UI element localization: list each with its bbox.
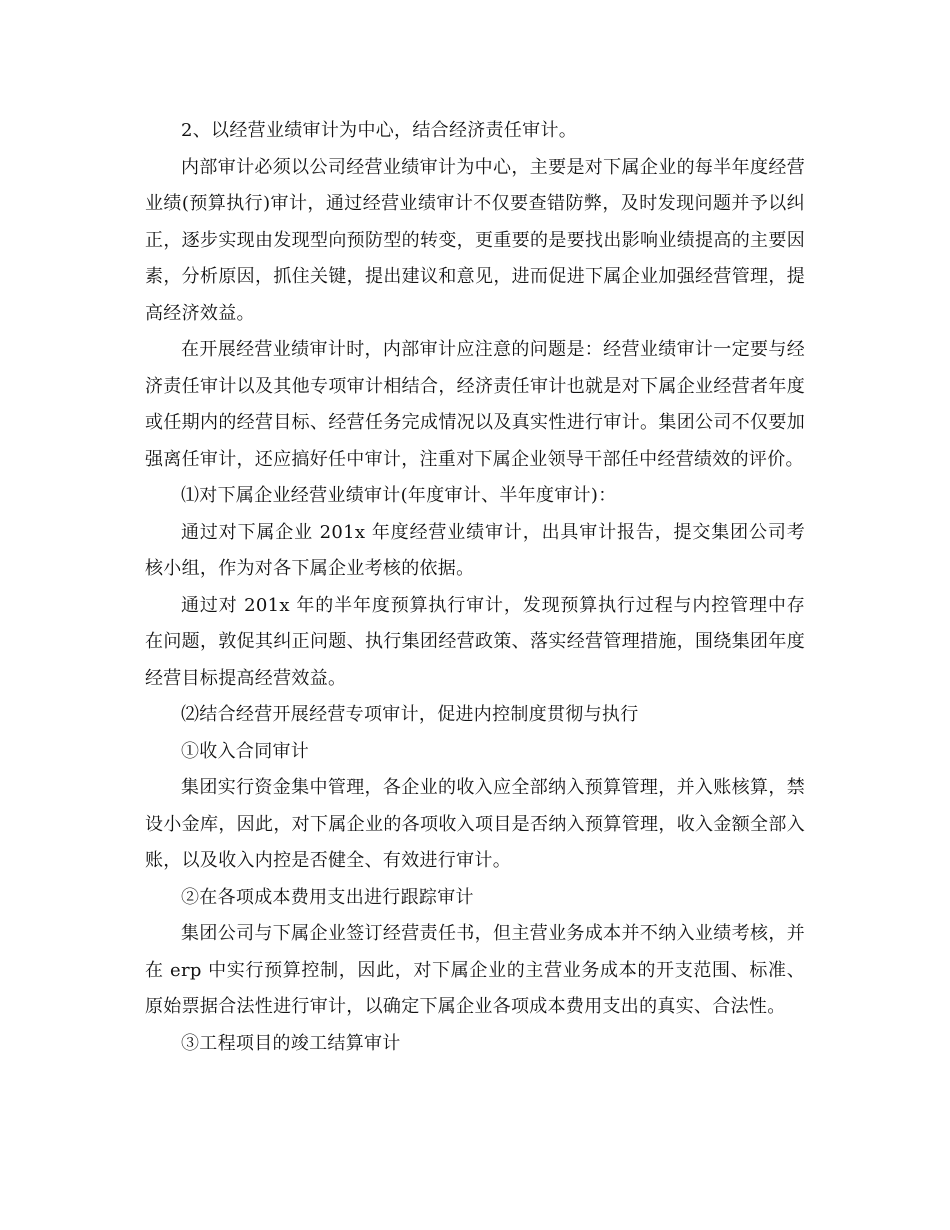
body-paragraph: 集团实行资金集中管理，各企业的收入应全部纳入预算管理，并入账核算，禁设小金库，因此，对下属企业的各项收入项目是否纳入预算管理，收入金额全部入账，以及收入内控是否健全、有效进行审计。 <box>145 777 805 871</box>
subsection-heading: ⑴对下属企业经营业绩审计(年度审计、半年度审计)： <box>181 485 617 506</box>
section-heading: 2、以经营业绩审计为中心，结合经济责任审计。 <box>181 120 578 141</box>
body-paragraph: 在开展经营业绩审计时，内部审计应注意的问题是：经营业绩审计一定要与经济责任审计以及其他专项审计相结合，经济责任审计也就是对下属企业经营者年度或任期内的经营目标、经营任务完成情况以及真实性进行审计。集团公司不仅要加强离任审计，还应搞好任中审计，注重对下属企业领导干部任中经营绩效的评价。 <box>145 339 805 470</box>
item-heading: ①收入合同审计 <box>181 740 310 762</box>
subsection-heading: ⑵结合经营开展经营专项审计，促进内控制度贯彻与执行 <box>181 704 639 725</box>
body-paragraph: 通过对 201x 年的半年度预算执行审计，发现预算执行过程与内控管理中存在问题，敦促其纠正问题、执行集团经营政策、落实经营管理措施，围绕集团年度经营目标提高经营效益。 <box>145 594 805 689</box>
body-paragraph: 集团公司与下属企业签订经营责任书，但主营业务成本并不纳入业绩考核，并在 erp 中实行预算控制，因此，对下属企业的主营业务成本的开支范围、标准、原始票据合法性进行审计，以确定下属企业各项成本费用支出的真实、合法性。 <box>145 923 805 1017</box>
item-heading: ②在各项成本费用支出进行跟踪审计 <box>181 886 474 908</box>
item-heading: ③工程项目的竣工结算审计 <box>181 1032 401 1054</box>
body-paragraph: 内部审计必须以公司经营业绩审计为中心，主要是对下属企业的每半年度经营业绩(预算执行)审计，通过经营业绩审计不仅要查错防弊，及时发现问题并予以纠正，逐步实现由发现型向预防型的转变，更重要的是要找出影响业绩提高的主要因素，分析原因，抓住关键，提出建议和意见，进而促进下属企业加强经营管理，提高经济效益。 <box>145 156 805 324</box>
body-paragraph: 通过对下属企业 201x 年度经营业绩审计，出具审计报告，提交集团公司考核小组，作为对各下属企业考核的依据。 <box>145 521 805 579</box>
